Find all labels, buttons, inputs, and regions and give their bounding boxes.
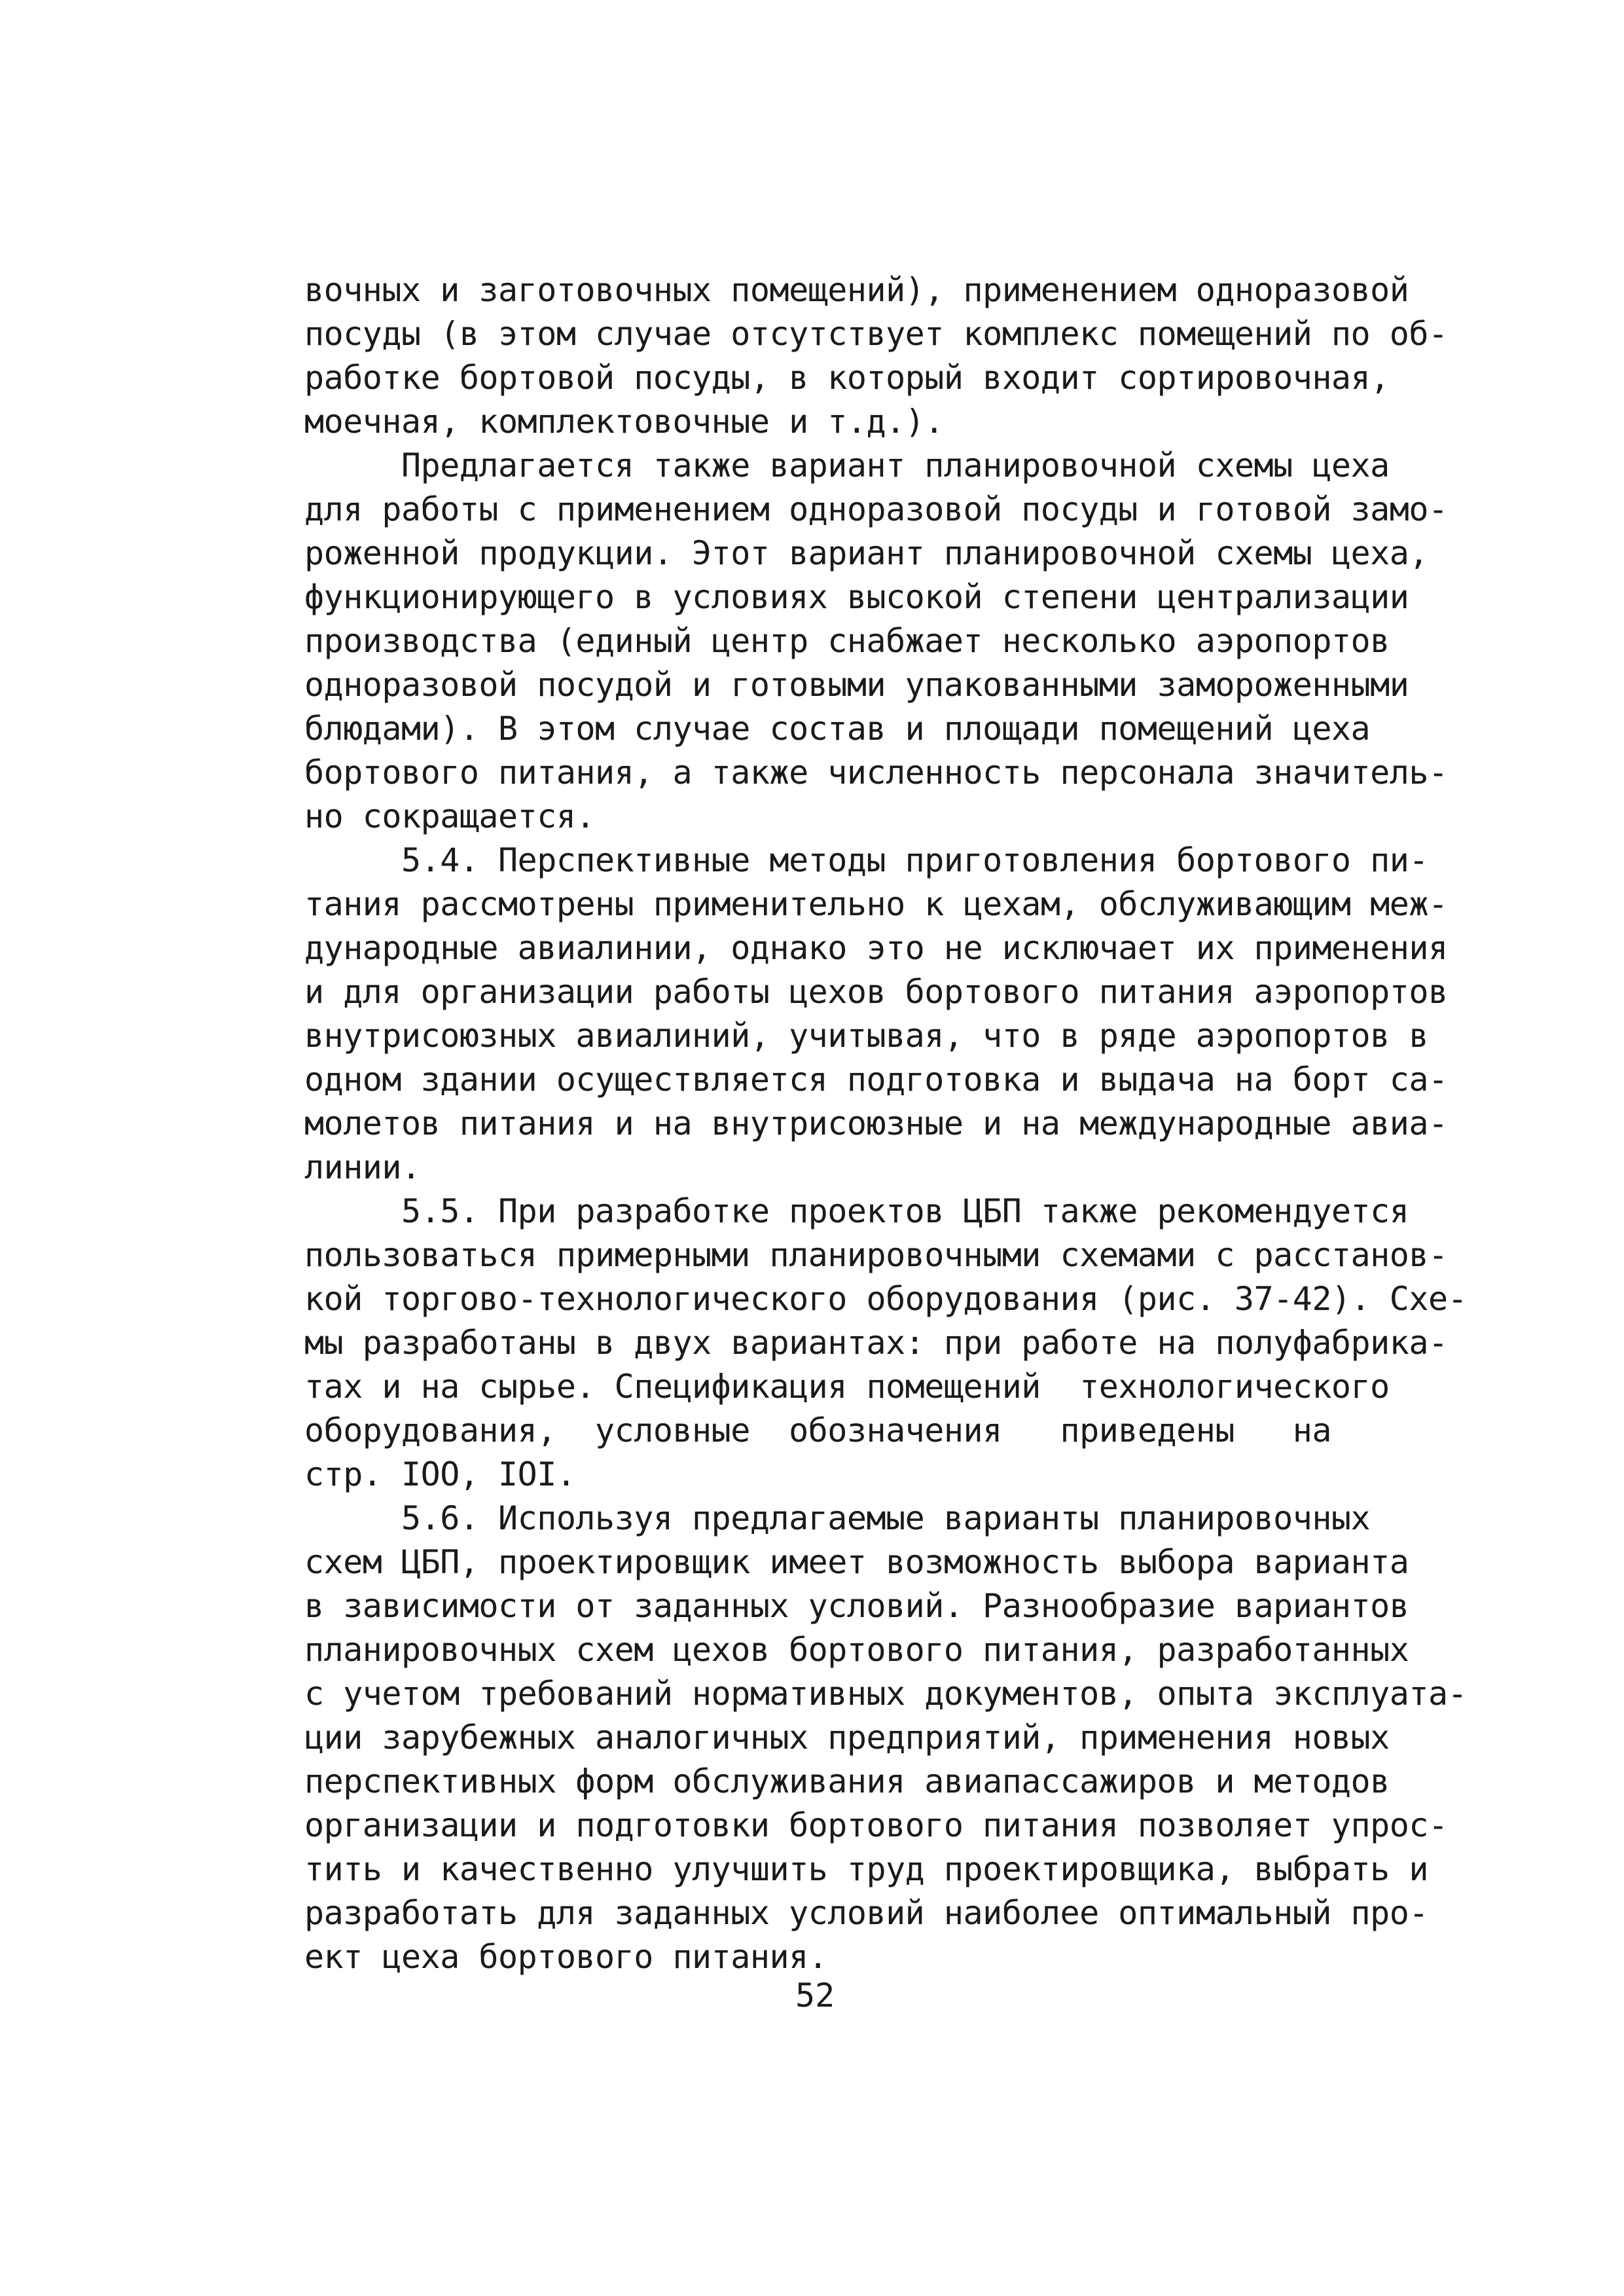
text-line: мы разработаны в двух вариантах: при работе на полуфабрика- <box>304 1324 1448 1362</box>
text-line: производства (единый центр снабжает несколько аэропортов <box>304 622 1390 660</box>
text-line: тить и качественно улучшить труд проектировщика, выбрать и <box>304 1850 1428 1888</box>
text-line: одноразовой посудой и готовыми упакованными замороженными <box>304 666 1409 704</box>
text-line: кой торгово-технологического оборудования (рис. 37-42). Схе- <box>304 1280 1468 1318</box>
text-line: и для организации работы цехов бортового питания аэропортов <box>304 973 1448 1011</box>
text-line: вочных и заготовочных помещений), применением одноразовой <box>304 271 1409 309</box>
text-line: но сокращается. <box>304 797 596 835</box>
text-line: пользоваться примерными планировочными схемами с расстанов- <box>304 1236 1448 1274</box>
text-line: планировочных схем цехов бортового питания, разработанных <box>304 1631 1409 1669</box>
text-line: блюдами). В этом случае состав и площади помещений цеха <box>304 710 1371 748</box>
text-line: посуды (в этом случае отсутствует комплекс помещений по об- <box>304 315 1448 353</box>
text-line: моечная, комплектовочные и т.д.). <box>304 403 944 441</box>
text-line: в зависимости от заданных условий. Разнообразие вариантов <box>304 1587 1409 1625</box>
text-line: функционирующего в условиях высокой степени централизации <box>304 578 1409 616</box>
text-line: линии. <box>304 1148 421 1186</box>
text-line: организации и подготовки бортового питания позволяет упрос- <box>304 1806 1448 1844</box>
text-line: схем ЦБП, проектировщик имеет возможность выбора варианта <box>304 1543 1409 1581</box>
text-line: тания рассмотрены применительно к цехам, обслуживающим меж- <box>304 885 1448 923</box>
text-line: 5.5. При разработке проектов ЦБП также рекомендуется <box>304 1192 1409 1230</box>
page-number: 52 <box>795 1977 835 2014</box>
text-line: оборудования, условные обозначения приведены на <box>304 1412 1331 1449</box>
text-line: молетов питания и на внутрисоюзные и на международные авиа- <box>304 1104 1448 1142</box>
text-line: перспективных форм обслуживания авиапассажиров и методов <box>304 1762 1390 1800</box>
text-line: ект цеха бортового питания. <box>304 1938 828 1976</box>
text-line: разработать для заданных условий наиболее оптимальный про- <box>304 1894 1428 1932</box>
body-text <box>304 268 1483 1979</box>
text-line: ции зарубежных аналогичных предприятий, применения новых <box>304 1719 1390 1757</box>
text-line: дународные авиалинии, однако это не исключает их применения <box>304 929 1448 967</box>
text-line: бортового питания, а также численность персонала значитель- <box>304 754 1448 792</box>
text-line: 5.4. Перспективные методы приготовления бортового пи- <box>304 841 1428 879</box>
text-line: одном здании осуществляется подготовка и выдача на борт са- <box>304 1061 1448 1099</box>
text-line: роженной продукции. Этот вариант планировочной схемы цеха, <box>304 534 1428 572</box>
text-line: для работы с применением одноразовой посуды и готовой замо- <box>304 490 1448 528</box>
text-line: тах и на сырье. Спецификация помещений технологического <box>304 1368 1390 1406</box>
text-line: работке бортовой посуды, в который входит сортировочная, <box>304 359 1390 397</box>
text-line: с учетом требований нормативных документов, опыта эксплуата- <box>304 1675 1468 1713</box>
text-line: внутрисоюзных авиалиний, учитывая, что в ряде аэропортов в <box>304 1017 1428 1055</box>
text-line: Предлагается также вариант планировочной схемы цеха <box>304 446 1390 484</box>
text-line: стр. IOO, IOI. <box>304 1455 576 1493</box>
text-line: 5.6. Используя предлагаемые варианты планировочных <box>304 1499 1371 1537</box>
